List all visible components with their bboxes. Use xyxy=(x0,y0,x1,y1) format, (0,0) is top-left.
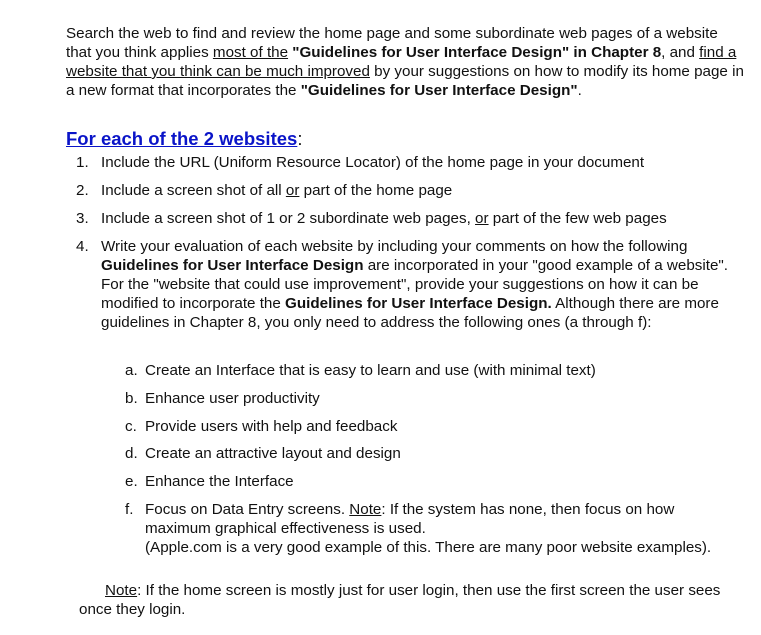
list-number: 2. xyxy=(76,182,89,199)
intro-underline-1: most of the xyxy=(212,44,289,61)
list-item-text-part: Include a screen shot of 1 or 2 subordinate web pages, xyxy=(101,210,476,227)
list-item-1 xyxy=(76,153,746,172)
list-number: 1. xyxy=(76,154,89,171)
list-item-underline: or xyxy=(475,210,489,227)
sublist-item-b xyxy=(125,389,735,408)
intro-text-5: . xyxy=(577,82,582,99)
sublist-item-d xyxy=(125,444,735,463)
list-item-text xyxy=(101,209,746,228)
list-item-text-part: Write your evaluation of each website by including your comments on how the following xyxy=(101,238,688,255)
sublist-letter: c. xyxy=(125,418,137,435)
sublist-item-text: Enhance the Interface xyxy=(145,473,294,490)
list-item-text xyxy=(101,181,746,200)
list-item-text-part: Although there are more guidelines in Chapter 8, you only need to address the following ones (a through f): xyxy=(101,295,719,331)
intro-underline-2: find a website that you think can be much improved xyxy=(66,44,737,80)
section-heading xyxy=(66,128,302,150)
list-item-text: Include the URL (Uniform Resource Locator) of the home page in your document xyxy=(101,154,645,171)
sublist-item-text-part: (Apple.com is a very good example of this. There are many poor website examples). xyxy=(145,539,712,556)
intro-text-1: Search the web to find and review the home page and some subordinate web pages of a website that you think applies xyxy=(66,25,718,61)
section-heading-colon: : xyxy=(297,128,303,149)
note-label: Note xyxy=(349,501,382,518)
sublist-item-c xyxy=(125,417,735,436)
sublist-item-text-part: Focus on Data Entry screens. xyxy=(145,501,350,518)
intro-paragraph xyxy=(66,24,746,100)
list-number: 3. xyxy=(76,210,89,227)
list-item-text-part: Include a screen shot of all xyxy=(101,182,286,199)
sublist-letter: f. xyxy=(125,501,134,518)
list-item-text xyxy=(101,237,746,332)
list-number: 4. xyxy=(76,238,89,255)
sublist-item-text xyxy=(145,500,735,557)
intro-text-4: by your suggestions on how to modify its home page in a new format that incorporates the xyxy=(66,63,744,99)
guidelines-bold: Guidelines for User Interface Design xyxy=(101,257,364,274)
sublist-item-text: Create an attractive layout and design xyxy=(145,445,401,462)
sublist-item-a xyxy=(125,361,735,380)
sublist-item-text-part: : If the system has none, then focus on how maximum graphical effectiveness is used. xyxy=(145,501,675,537)
note-text: : If the home screen is mostly just for user login, then use the first screen the user sees once they login. xyxy=(79,582,721,618)
sublist-item-text: Provide users with help and feedback xyxy=(145,418,398,435)
sublist-item-text: Create an Interface that is easy to learn and use (with minimal text) xyxy=(145,362,596,379)
intro-bold-1: "Guidelines for User Interface Design" in Chapter 8 xyxy=(292,44,662,61)
intro-text-3: , and xyxy=(661,44,700,61)
sublist-item-e xyxy=(125,472,735,491)
sublist-letter: b. xyxy=(125,390,138,407)
list-item-3 xyxy=(76,209,746,228)
list-item-text-part: part of the home page xyxy=(299,182,453,199)
sublist-letter: a. xyxy=(125,362,138,379)
list-item-underline: or xyxy=(285,182,300,199)
footer-note xyxy=(79,581,739,619)
sublist-item-f xyxy=(125,500,735,557)
sublist-item-text: Enhance user productivity xyxy=(145,390,320,407)
section-heading-text: For each of the 2 websites xyxy=(66,128,298,149)
list-item-text-part: are incorporated in your "good example of a website". For the "website that could use improvement", provide your suggestions on how it can be modified to incorporate the xyxy=(101,257,729,312)
list-item-4 xyxy=(76,237,746,332)
sublist-letter: e. xyxy=(125,473,138,490)
intro-bold-2: "Guidelines for User Interface Design" xyxy=(300,82,578,99)
list-item-text-part: part of the few web pages xyxy=(488,210,667,227)
guidelines-bold: Guidelines for User Interface Design. xyxy=(285,295,552,312)
sublist-letter: d. xyxy=(125,445,138,462)
note-label: Note xyxy=(105,582,138,599)
list-item-2 xyxy=(76,181,746,200)
